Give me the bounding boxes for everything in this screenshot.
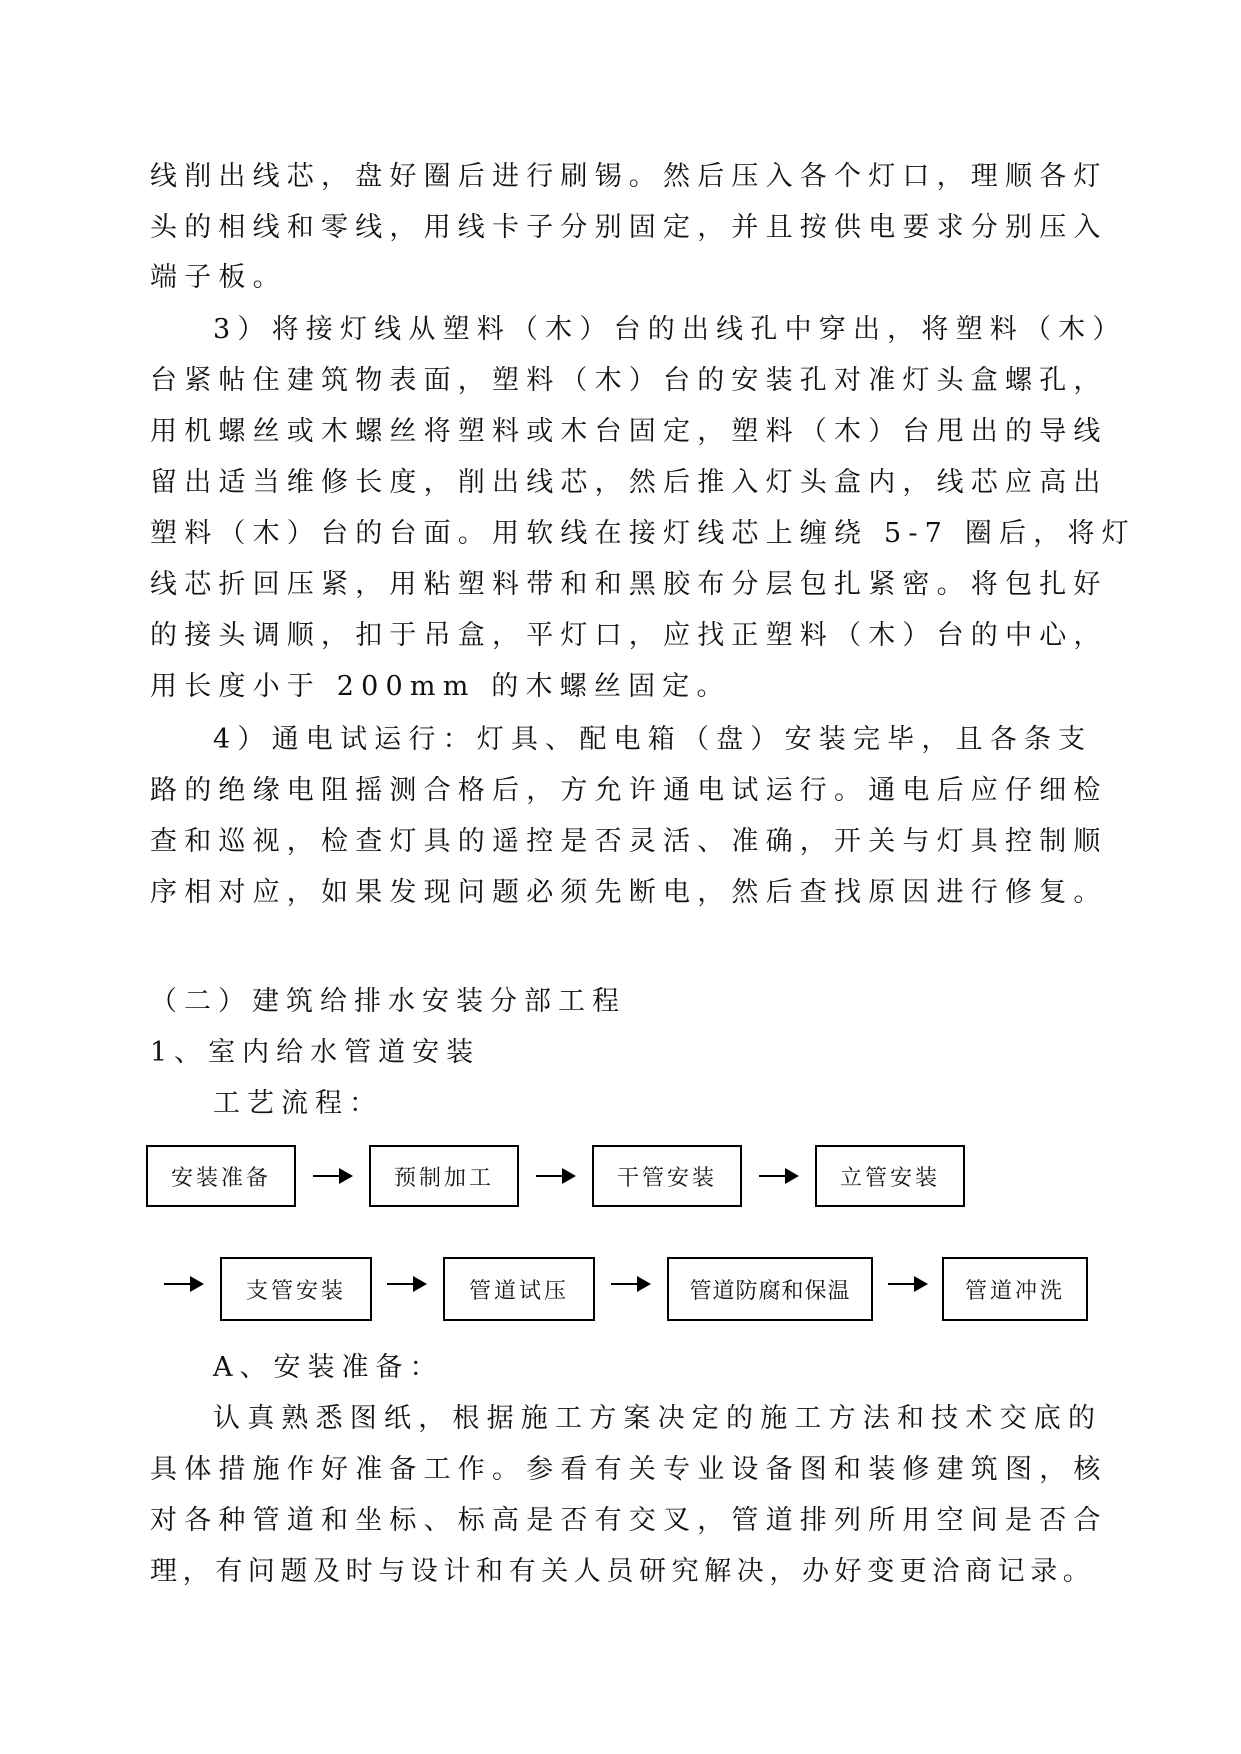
- process-label: 工艺流程：: [213, 1088, 383, 1119]
- step-a-title: A、安装准备：: [213, 1352, 444, 1383]
- paragraph-1-line-2: 头的相线和零线，用线卡子分别固定，并且按供电要求分别压入: [150, 212, 1108, 243]
- flow-arrow-6: [611, 1276, 651, 1292]
- paragraph-4-line-1: 认真熟悉图纸，根据施工方案决定的施工方法和技术交底的: [213, 1403, 1103, 1434]
- flow-step-4: 立管安装: [815, 1145, 965, 1207]
- flow-arrow-3: [759, 1168, 799, 1184]
- flow-arrow-2: [536, 1168, 576, 1184]
- paragraph-1-line-1: 线削出线芯，盘好圈后进行刷锡。然后压入各个灯口，理顺各灯: [150, 161, 1108, 192]
- flow-arrow-7: [888, 1276, 928, 1292]
- paragraph-2-line-4: 留出适当维修长度，削出线芯，然后推入灯头盒内，线芯应高出: [150, 467, 1108, 498]
- paragraph-4-line-3: 对各种管道和坐标、标高是否有交叉，管道排列所用空间是否合: [150, 1505, 1108, 1536]
- paragraph-3-line-2: 路的绝缘电阻摇测合格后，方允许通电试运行。通电后应仔细检: [150, 775, 1108, 806]
- flow-arrow-1: [313, 1168, 353, 1184]
- flow-step-8: 管道冲洗: [942, 1257, 1088, 1321]
- paragraph-3-line-3: 查和巡视，检查灯具的遥控是否灵活、准确，开关与灯具控制顺: [150, 826, 1108, 857]
- paragraph-2-line-2: 台紧帖住建筑物表面，塑料（木）台的安装孔对准灯头盒螺孔，: [150, 365, 1108, 396]
- paragraph-4-line-2: 具体措施作好准备工作。参看有关专业设备图和装修建筑图，核: [150, 1454, 1108, 1485]
- paragraph-2-line-3: 用机螺丝或木螺丝将塑料或木台固定，塑料（木）台甩出的导线: [150, 416, 1108, 447]
- flow-step-7: 管道防腐和保温: [667, 1257, 873, 1321]
- paragraph-2-line-7: 的接头调顺，扣于吊盒，平灯口，应找正塑料（木）台的中心，: [150, 620, 1108, 651]
- flow-step-3: 干管安装: [592, 1145, 742, 1207]
- paragraph-3-line-4: 序相对应，如果发现问题必须先断电，然后查找原因进行修复。: [150, 877, 1108, 908]
- paragraph-2-line-5: 塑料（木）台的台面。用软线在接灯线芯上缠绕 5-7 圈后，将灯: [150, 518, 1136, 549]
- subsection-title: 1、室内给水管道安装: [150, 1037, 481, 1068]
- paragraph-4-line-4: 理，有问题及时与设计和有关人员研究解决，办好变更洽商记录。: [150, 1556, 1096, 1587]
- flow-arrow-4: [164, 1276, 204, 1292]
- paragraph-2-line-8: 用长度小于 200mm 的木螺丝固定。: [150, 671, 731, 702]
- paragraph-3-line-1: 4）通电试运行：灯具、配电箱（盘）安装完毕，且各条支: [213, 724, 1093, 755]
- flow-step-2: 预制加工: [369, 1145, 519, 1207]
- section-title: （二）建筑给排水安装分部工程: [150, 986, 626, 1017]
- flow-step-1: 安装准备: [146, 1145, 296, 1207]
- paragraph-2-line-1: 3）将接灯线从塑料（木）台的出线孔中穿出，将塑料（木）: [213, 314, 1127, 345]
- paragraph-1-line-3: 端子板。: [150, 262, 287, 293]
- paragraph-2-line-6: 线芯折回压紧，用粘塑料带和和黑胶布分层包扎紧密。将包扎好: [150, 569, 1108, 600]
- flow-arrow-5: [387, 1276, 427, 1292]
- flow-step-6: 管道试压: [443, 1257, 595, 1321]
- flow-step-5: 支管安装: [220, 1257, 372, 1321]
